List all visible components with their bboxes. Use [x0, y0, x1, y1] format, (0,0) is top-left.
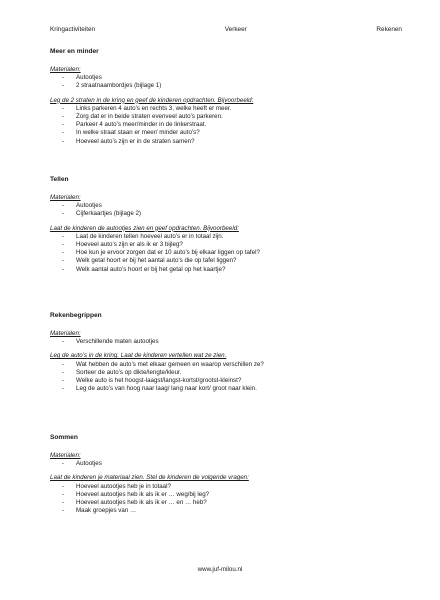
materials-label: Materialen: [50, 66, 81, 73]
list-item: - Welk getal hoort er bij het aantal auto’s die op tafel liggen? [50, 257, 402, 265]
list-item: - Welk aantal auto’s hoort er bij het getal op het kaartje? [50, 266, 402, 274]
list-item: - Hoeveel autootjes heb ik als ik er … en … heb? [50, 499, 402, 507]
materials-list [50, 202, 402, 218]
section-meer-en-minder [50, 47, 402, 175]
footer-website: www.juf-milou.nl [197, 566, 243, 573]
section-title: Rekenbegrippen [50, 312, 102, 319]
list-item: - Leg de auto’s van hoog naar laag/ lang naar kort/ groot naar klein. [50, 385, 402, 393]
materials-label: Materialen: [50, 330, 81, 337]
list-item: - Hoe kun je ervoor zorgen dat er 10 auto’s bij elkaar liggen op tafel? [50, 249, 402, 257]
document-content [50, 47, 402, 515]
list-item: - Verschillende maten autootjes [50, 338, 402, 346]
page-header [50, 26, 402, 33]
instruction-text: Laat de kinderen de autootjes zien en geef opdrachten. Bijvoorbeeld: [50, 224, 239, 232]
instruction-text: Leg de 2 straten in de kring en geef de kinderen opdrachten. Bijvoorbeeld: [50, 96, 254, 104]
materials-list [50, 74, 402, 90]
list-item: - Autootjes [50, 202, 402, 210]
list-item: - Autootjes [50, 460, 402, 468]
list-item: - Laat de kinderen tellen hoeveel auto’s er in totaal zijn. [50, 233, 402, 241]
list-item: - Cijferkaartjes (bijlage 2) [50, 210, 402, 218]
list-item: - Sorteer de auto’s op dikte/lengte/kleur. [50, 369, 402, 377]
activity-list [50, 361, 402, 394]
list-item: - In welke straat staan er meer/ minder auto’s? [50, 129, 402, 137]
header-center: Verkeer [224, 26, 247, 33]
materials-label: Materialen: [50, 194, 81, 201]
list-item: - Zorg dat er in beide straten evenveel auto’s parkeren. [50, 113, 402, 121]
header-left: Kringactiviteiten [50, 26, 96, 33]
materials-list [50, 460, 402, 468]
section-sommen [50, 433, 402, 515]
list-item: - Wat hebben de auto’s met elkaar gemeen en waarop verschillen ze? [50, 361, 402, 369]
header-right: Rekenen [376, 26, 402, 33]
list-item: - Hoeveel auto’s zijn er als ik er 3 bijleg? [50, 241, 402, 249]
list-item: - Links parkeren 4 auto’s en rechts 3, welke heeft er meer. [50, 105, 402, 113]
list-item: - Autootjes [50, 74, 402, 82]
section-tellen [50, 175, 402, 311]
section-title: Meer en minder [50, 48, 99, 55]
list-item: - Hoeveel auto’s zijn er in de straten samen? [50, 138, 402, 146]
activity-list [50, 233, 402, 274]
instruction-text: Laat de kinderen je materiaal zien. Stel de kinderen de volgende vragen: [50, 474, 249, 482]
section-title: Tellen [50, 176, 69, 183]
materials-label: Materialen: [50, 452, 81, 459]
section-title: Sommen [50, 434, 78, 441]
activity-list [50, 105, 402, 146]
list-item: - Welke auto is het hoogst-laagst/langst-kortst/grootst-kleinst? [50, 377, 402, 385]
list-item: - 2 straatnaambordjes (bijlage 1) [50, 82, 402, 90]
list-item: - Maak groepjes van … [50, 507, 402, 515]
materials-list [50, 338, 402, 346]
list-item: - Hoeveel autootjes heb ik als ik er … weg/bij leg? [50, 491, 402, 499]
list-item: - Parkeer 4 auto’s meer/minder in de linkerstraat. [50, 121, 402, 129]
list-item: - Hoeveel autootjes heb je in totaal? [50, 483, 402, 491]
section-rekenbegrippen [50, 311, 402, 433]
activity-list [50, 483, 402, 516]
instruction-text: Leg de auto’s in de kring. Laat de kinderen vertellen wat ze zien. [50, 352, 227, 360]
